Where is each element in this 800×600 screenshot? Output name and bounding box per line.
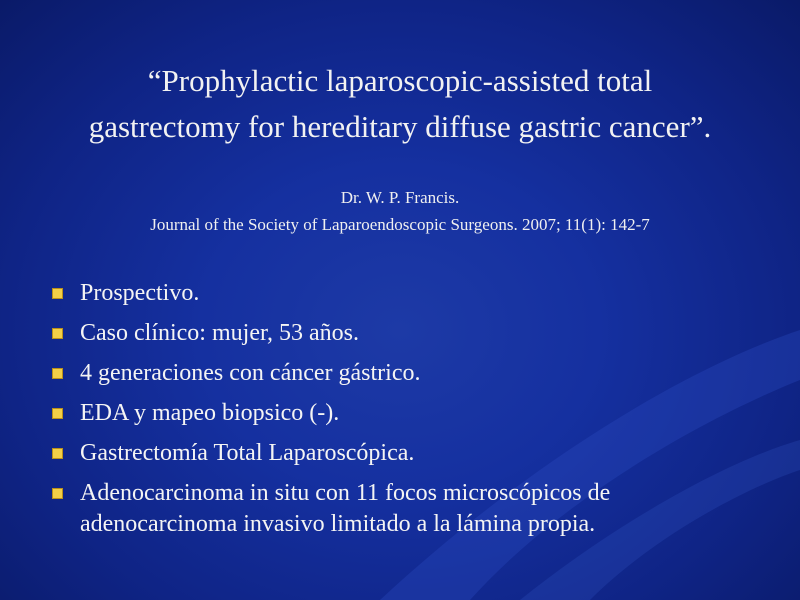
square-bullet-icon <box>52 288 63 299</box>
bullet-item <box>48 358 768 389</box>
square-bullet-icon <box>52 448 63 459</box>
slide-title <box>20 58 780 150</box>
square-bullet-icon <box>52 328 63 339</box>
title-line-1: “Prophylactic laparoscopic-assisted total <box>147 63 653 98</box>
bullet-text: EDA y mapeo biopsico (-). <box>80 400 340 426</box>
journal-citation: Journal of the Society of Laparoendoscopic Surgeons. 2007; 11(1): 142-7 <box>150 215 650 234</box>
citation-block <box>20 184 780 238</box>
bullet-item <box>48 398 768 429</box>
square-bullet-icon <box>52 408 63 419</box>
bullet-text: Prospectivo. <box>80 280 200 306</box>
bullet-item <box>48 318 768 349</box>
bullet-item <box>48 438 768 469</box>
bullet-text: Gastrectomía Total Laparoscópica. <box>80 440 415 466</box>
bullet-text: Caso clínico: mujer, 53 años. <box>80 320 359 346</box>
bullet-item <box>48 478 768 540</box>
square-bullet-icon <box>52 488 63 499</box>
title-line-2: gastrectomy for hereditary diffuse gastric cancer”. <box>88 109 712 144</box>
bullet-item <box>48 278 768 309</box>
bullet-text: Adenocarcinoma in situ con 11 focos microscópicos de adenocarcinoma invasivo limitado a la lámina propia. <box>80 480 611 537</box>
square-bullet-icon <box>52 368 63 379</box>
author-text: Dr. W. P. Francis. <box>340 188 460 207</box>
bullet-text: 4 generaciones con cáncer gástrico. <box>80 360 421 386</box>
bullet-list <box>48 278 768 540</box>
